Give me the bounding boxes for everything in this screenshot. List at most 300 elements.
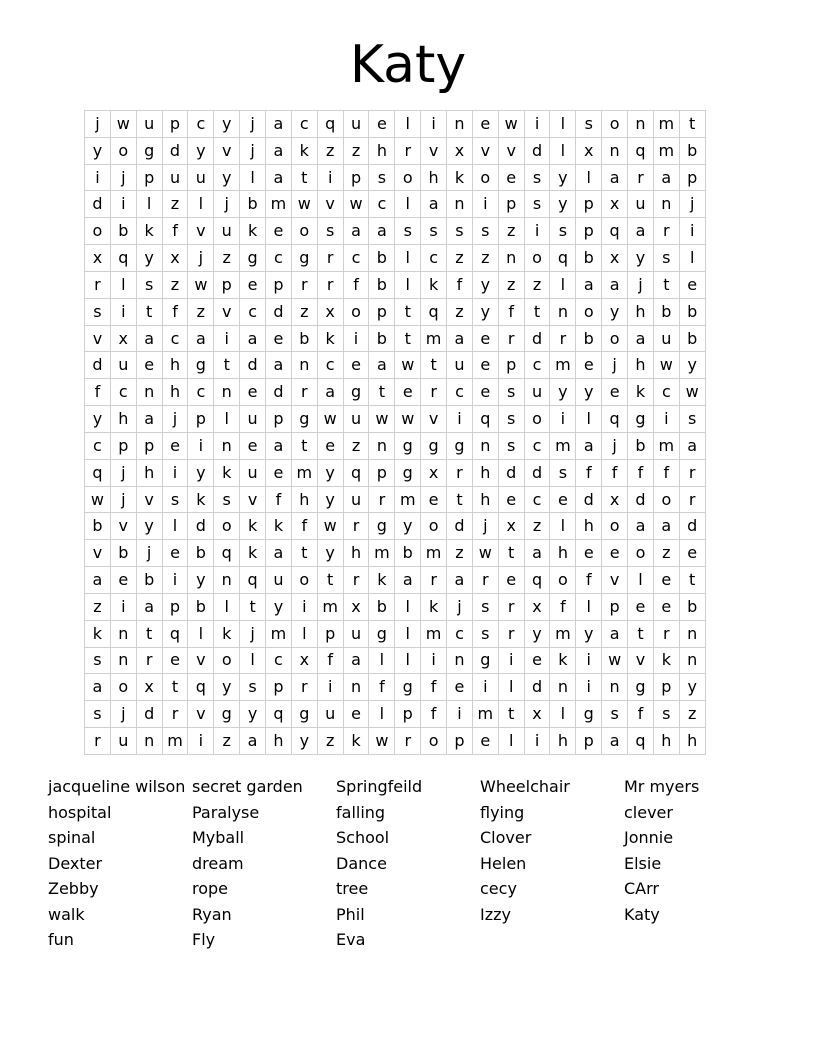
grid-cell: l: [395, 620, 421, 647]
grid-cell: h: [421, 164, 447, 191]
grid-cell: a: [136, 593, 162, 620]
grid-cell: u: [214, 218, 240, 245]
grid-row: [85, 728, 706, 755]
grid-cell: t: [136, 298, 162, 325]
grid-cell: s: [550, 218, 576, 245]
grid-row: [85, 379, 706, 406]
grid-cell: j: [110, 701, 136, 728]
grid-cell: a: [369, 352, 395, 379]
grid-cell: y: [576, 379, 602, 406]
grid-cell: c: [421, 245, 447, 272]
grid-cell: j: [110, 459, 136, 486]
grid-cell: a: [602, 271, 628, 298]
grid-cell: u: [343, 111, 369, 138]
word-list-item: fun: [48, 930, 74, 949]
grid-cell: s: [472, 620, 498, 647]
grid-row: [85, 352, 706, 379]
grid-cell: x: [421, 459, 447, 486]
grid-cell: l: [550, 271, 576, 298]
grid-cell: v: [602, 567, 628, 594]
grid-cell: y: [524, 620, 550, 647]
grid-cell: e: [369, 111, 395, 138]
grid-row: [85, 647, 706, 674]
grid-cell: a: [266, 432, 292, 459]
grid-cell: r: [653, 620, 679, 647]
grid-cell: n: [214, 379, 240, 406]
grid-cell: a: [266, 352, 292, 379]
word-list-item: Paralyse: [192, 802, 260, 822]
grid-cell: c: [317, 352, 343, 379]
grid-cell: f: [162, 218, 188, 245]
grid-cell: r: [395, 728, 421, 755]
grid-cell: u: [343, 620, 369, 647]
grid-cell: p: [266, 271, 292, 298]
grid-cell: q: [85, 459, 111, 486]
grid-cell: u: [110, 728, 136, 755]
grid-cell: e: [240, 432, 266, 459]
grid-cell: z: [85, 593, 111, 620]
grid-cell: y: [188, 567, 214, 594]
grid-cell: a: [447, 325, 473, 352]
grid-cell: m: [162, 728, 188, 755]
grid-cell: o: [110, 137, 136, 164]
grid-cell: i: [550, 406, 576, 433]
grid-cell: y: [472, 298, 498, 325]
grid-cell: n: [679, 647, 705, 674]
grid-cell: e: [266, 459, 292, 486]
grid-cell: k: [240, 540, 266, 567]
grid-cell: z: [447, 245, 473, 272]
grid-cell: d: [524, 459, 550, 486]
grid-cell: k: [214, 620, 240, 647]
grid-cell: r: [679, 486, 705, 513]
grid-cell: a: [602, 728, 628, 755]
grid-cell: b: [628, 432, 654, 459]
grid-cell: a: [679, 432, 705, 459]
grid-cell: w: [472, 540, 498, 567]
grid-cell: l: [110, 271, 136, 298]
grid-cell: e: [162, 432, 188, 459]
word-list-item: Helen: [480, 853, 527, 873]
grid-cell: l: [240, 647, 266, 674]
grid-cell: i: [576, 647, 602, 674]
grid-cell: c: [653, 379, 679, 406]
grid-cell: v: [188, 218, 214, 245]
grid-cell: w: [343, 191, 369, 218]
grid-cell: g: [214, 701, 240, 728]
grid-cell: m: [291, 459, 317, 486]
grid-cell: n: [447, 111, 473, 138]
grid-cell: m: [266, 620, 292, 647]
grid-cell: i: [498, 647, 524, 674]
grid-cell: c: [524, 432, 550, 459]
grid-cell: l: [395, 191, 421, 218]
grid-cell: r: [85, 728, 111, 755]
grid-cell: a: [369, 218, 395, 245]
grid-cell: j: [240, 620, 266, 647]
grid-cell: a: [266, 540, 292, 567]
grid-cell: q: [550, 245, 576, 272]
grid-cell: f: [421, 674, 447, 701]
grid-cell: e: [498, 164, 524, 191]
grid-cell: e: [240, 271, 266, 298]
grid-cell: d: [628, 486, 654, 513]
grid-cell: w: [317, 513, 343, 540]
grid-cell: h: [162, 379, 188, 406]
grid-cell: r: [162, 701, 188, 728]
grid-cell: b: [110, 218, 136, 245]
grid-cell: m: [421, 325, 447, 352]
grid-cell: h: [472, 459, 498, 486]
grid-cell: h: [472, 486, 498, 513]
grid-cell: j: [240, 137, 266, 164]
grid-cell: u: [343, 406, 369, 433]
grid-cell: e: [317, 432, 343, 459]
grid-cell: r: [498, 593, 524, 620]
grid-cell: k: [550, 647, 576, 674]
grid-cell: r: [628, 164, 654, 191]
grid-cell: e: [447, 674, 473, 701]
grid-cell: g: [628, 406, 654, 433]
grid-cell: w: [85, 486, 111, 513]
grid-cell: d: [136, 701, 162, 728]
grid-cell: u: [110, 352, 136, 379]
grid-cell: j: [110, 164, 136, 191]
grid-cell: i: [85, 164, 111, 191]
grid-cell: j: [602, 352, 628, 379]
grid-cell: r: [550, 325, 576, 352]
grid-cell: a: [266, 164, 292, 191]
grid-cell: z: [343, 137, 369, 164]
grid-cell: s: [498, 379, 524, 406]
grid-cell: g: [369, 513, 395, 540]
grid-cell: m: [550, 352, 576, 379]
grid-cell: c: [447, 379, 473, 406]
grid-cell: i: [524, 728, 550, 755]
grid-cell: b: [369, 245, 395, 272]
grid-cell: h: [136, 459, 162, 486]
grid-cell: w: [679, 379, 705, 406]
grid-cell: o: [576, 298, 602, 325]
grid-cell: e: [162, 647, 188, 674]
grid-cell: z: [472, 245, 498, 272]
grid-cell: f: [628, 459, 654, 486]
grid-cell: m: [653, 111, 679, 138]
grid-cell: t: [291, 432, 317, 459]
word-list-item: spinal: [48, 828, 96, 847]
grid-cell: n: [472, 432, 498, 459]
grid-cell: n: [369, 432, 395, 459]
grid-cell: p: [498, 191, 524, 218]
word-list-item: Springfeild: [336, 777, 423, 796]
grid-cell: x: [498, 513, 524, 540]
grid-row: [85, 111, 706, 138]
grid-cell: e: [421, 486, 447, 513]
grid-cell: t: [679, 111, 705, 138]
grid-cell: p: [679, 164, 705, 191]
grid-row: [85, 271, 706, 298]
grid-cell: t: [214, 352, 240, 379]
grid-cell: d: [162, 137, 188, 164]
grid-cell: y: [472, 271, 498, 298]
grid-cell: c: [85, 432, 111, 459]
grid-cell: t: [498, 540, 524, 567]
grid-cell: e: [679, 540, 705, 567]
grid-row: [85, 137, 706, 164]
grid-cell: p: [498, 352, 524, 379]
grid-cell: r: [498, 620, 524, 647]
grid-cell: i: [524, 111, 550, 138]
word-list-item: cecy: [480, 879, 517, 898]
grid-cell: e: [472, 325, 498, 352]
grid-cell: e: [679, 271, 705, 298]
grid-cell: m: [550, 620, 576, 647]
grid-cell: s: [524, 191, 550, 218]
grid-cell: x: [602, 191, 628, 218]
grid-cell: r: [472, 567, 498, 594]
grid-cell: w: [653, 352, 679, 379]
grid-cell: j: [602, 432, 628, 459]
grid-cell: y: [679, 352, 705, 379]
grid-cell: l: [498, 728, 524, 755]
grid-cell: y: [317, 486, 343, 513]
grid-cell: n: [136, 379, 162, 406]
grid-cell: p: [576, 218, 602, 245]
grid-cell: j: [679, 191, 705, 218]
grid-cell: c: [188, 379, 214, 406]
grid-cell: d: [188, 513, 214, 540]
word-list-item: Ryan: [192, 904, 232, 924]
grid-cell: w: [602, 647, 628, 674]
grid-cell: b: [369, 325, 395, 352]
grid-cell: a: [576, 432, 602, 459]
grid-cell: l: [550, 111, 576, 138]
grid-cell: r: [317, 245, 343, 272]
grid-cell: a: [266, 111, 292, 138]
grid-cell: e: [162, 540, 188, 567]
word-list-item: jacqueline wilson: [48, 777, 186, 796]
grid-cell: o: [628, 540, 654, 567]
grid-cell: g: [291, 406, 317, 433]
grid-cell: x: [576, 137, 602, 164]
grid-cell: o: [653, 486, 679, 513]
grid-cell: d: [85, 352, 111, 379]
grid-cell: k: [343, 728, 369, 755]
grid-cell: i: [653, 406, 679, 433]
page-title: Katy: [349, 35, 467, 95]
grid-cell: n: [602, 674, 628, 701]
grid-cell: i: [472, 674, 498, 701]
grid-cell: l: [136, 191, 162, 218]
grid-cell: i: [317, 674, 343, 701]
grid-cell: t: [421, 352, 447, 379]
grid-cell: k: [421, 271, 447, 298]
grid-cell: c: [240, 298, 266, 325]
grid-cell: l: [291, 620, 317, 647]
grid-cell: f: [576, 459, 602, 486]
grid-cell: w: [369, 728, 395, 755]
grid-cell: u: [524, 379, 550, 406]
grid-cell: g: [136, 137, 162, 164]
grid-cell: b: [188, 593, 214, 620]
grid-cell: b: [291, 325, 317, 352]
grid-cell: c: [266, 245, 292, 272]
grid-cell: u: [162, 164, 188, 191]
grid-cell: o: [421, 728, 447, 755]
grid-cell: z: [679, 701, 705, 728]
grid-cell: x: [85, 245, 111, 272]
grid-row: [85, 593, 706, 620]
grid-cell: b: [576, 245, 602, 272]
grid-cell: z: [317, 728, 343, 755]
grid-cell: n: [602, 137, 628, 164]
grid-cell: s: [447, 218, 473, 245]
grid-cell: n: [550, 674, 576, 701]
grid-cell: e: [472, 379, 498, 406]
grid-row: [85, 218, 706, 245]
grid-cell: q: [110, 245, 136, 272]
grid-cell: i: [421, 647, 447, 674]
grid-cell: w: [317, 406, 343, 433]
grid-cell: t: [524, 298, 550, 325]
grid-cell: z: [447, 540, 473, 567]
word-list-item: Mr myers: [624, 777, 700, 796]
grid-cell: u: [343, 486, 369, 513]
grid-cell: i: [162, 459, 188, 486]
word-list-item: Fly: [192, 930, 216, 949]
grid-cell: q: [524, 567, 550, 594]
grid-cell: i: [343, 325, 369, 352]
grid-cell: s: [679, 406, 705, 433]
grid-cell: r: [395, 137, 421, 164]
grid-cell: e: [110, 567, 136, 594]
grid-cell: v: [472, 137, 498, 164]
word-list-item: Eva: [336, 930, 366, 949]
grid-cell: b: [679, 325, 705, 352]
grid-cell: p: [576, 191, 602, 218]
grid-cell: k: [447, 164, 473, 191]
grid-cell: g: [395, 432, 421, 459]
grid-cell: w: [369, 406, 395, 433]
grid-cell: v: [628, 647, 654, 674]
grid-cell: h: [628, 352, 654, 379]
grid-cell: o: [602, 513, 628, 540]
grid-row: [85, 406, 706, 433]
grid-cell: h: [679, 728, 705, 755]
grid-cell: k: [291, 137, 317, 164]
grid-cell: b: [369, 593, 395, 620]
grid-cell: l: [369, 701, 395, 728]
grid-cell: a: [447, 567, 473, 594]
grid-row: [85, 540, 706, 567]
grid-cell: e: [395, 379, 421, 406]
grid-cell: i: [110, 593, 136, 620]
grid-cell: i: [162, 567, 188, 594]
word-list-item: tree: [336, 879, 369, 898]
grid-cell: r: [317, 271, 343, 298]
grid-cell: a: [576, 271, 602, 298]
grid-cell: e: [266, 325, 292, 352]
grid-cell: b: [369, 271, 395, 298]
grid-row: [85, 298, 706, 325]
grid-cell: e: [343, 352, 369, 379]
grid-cell: i: [291, 593, 317, 620]
grid-cell: i: [110, 191, 136, 218]
grid-cell: f: [447, 271, 473, 298]
grid-cell: k: [628, 379, 654, 406]
grid-cell: e: [498, 567, 524, 594]
grid-cell: e: [498, 486, 524, 513]
grid-cell: y: [214, 111, 240, 138]
grid-cell: a: [240, 325, 266, 352]
grid-cell: h: [369, 137, 395, 164]
grid-cell: b: [679, 137, 705, 164]
grid-cell: m: [472, 701, 498, 728]
grid-cell: p: [266, 674, 292, 701]
grid-cell: h: [343, 540, 369, 567]
grid-cell: k: [240, 218, 266, 245]
grid-cell: z: [214, 245, 240, 272]
grid-cell: n: [653, 191, 679, 218]
grid-cell: f: [343, 271, 369, 298]
grid-cell: d: [240, 352, 266, 379]
grid-cell: s: [550, 459, 576, 486]
grid-cell: p: [317, 620, 343, 647]
grid-cell: p: [266, 406, 292, 433]
grid-cell: i: [421, 111, 447, 138]
grid-cell: a: [395, 567, 421, 594]
grid-cell: w: [110, 111, 136, 138]
grid-cell: h: [110, 406, 136, 433]
grid-cell: g: [395, 674, 421, 701]
grid-cell: i: [214, 325, 240, 352]
grid-cell: e: [602, 540, 628, 567]
grid-cell: y: [266, 593, 292, 620]
grid-cell: y: [628, 245, 654, 272]
grid-cell: s: [524, 164, 550, 191]
word-list-item: Phil: [336, 904, 365, 924]
word-list-item: Dance: [336, 853, 387, 873]
grid-cell: a: [317, 379, 343, 406]
grid-cell: t: [628, 620, 654, 647]
grid-cell: v: [240, 486, 266, 513]
grid-cell: j: [240, 111, 266, 138]
grid-cell: p: [162, 111, 188, 138]
grid-cell: b: [85, 513, 111, 540]
grid-cell: a: [628, 325, 654, 352]
grid-cell: l: [188, 620, 214, 647]
grid-cell: c: [524, 352, 550, 379]
grid-cell: l: [498, 674, 524, 701]
grid-cell: x: [447, 137, 473, 164]
grid-cell: d: [524, 137, 550, 164]
grid-cell: v: [498, 137, 524, 164]
grid-cell: h: [266, 728, 292, 755]
grid-cell: h: [291, 486, 317, 513]
grid-cell: h: [162, 352, 188, 379]
grid-cell: u: [653, 325, 679, 352]
grid-cell: h: [653, 728, 679, 755]
grid-cell: c: [110, 379, 136, 406]
grid-cell: v: [421, 406, 447, 433]
grid-cell: s: [653, 701, 679, 728]
grid-cell: a: [653, 513, 679, 540]
word-list-item: falling: [336, 802, 386, 822]
grid-cell: k: [188, 486, 214, 513]
grid-cell: c: [291, 111, 317, 138]
word-list-item: flying: [480, 802, 525, 822]
grid-cell: e: [602, 379, 628, 406]
